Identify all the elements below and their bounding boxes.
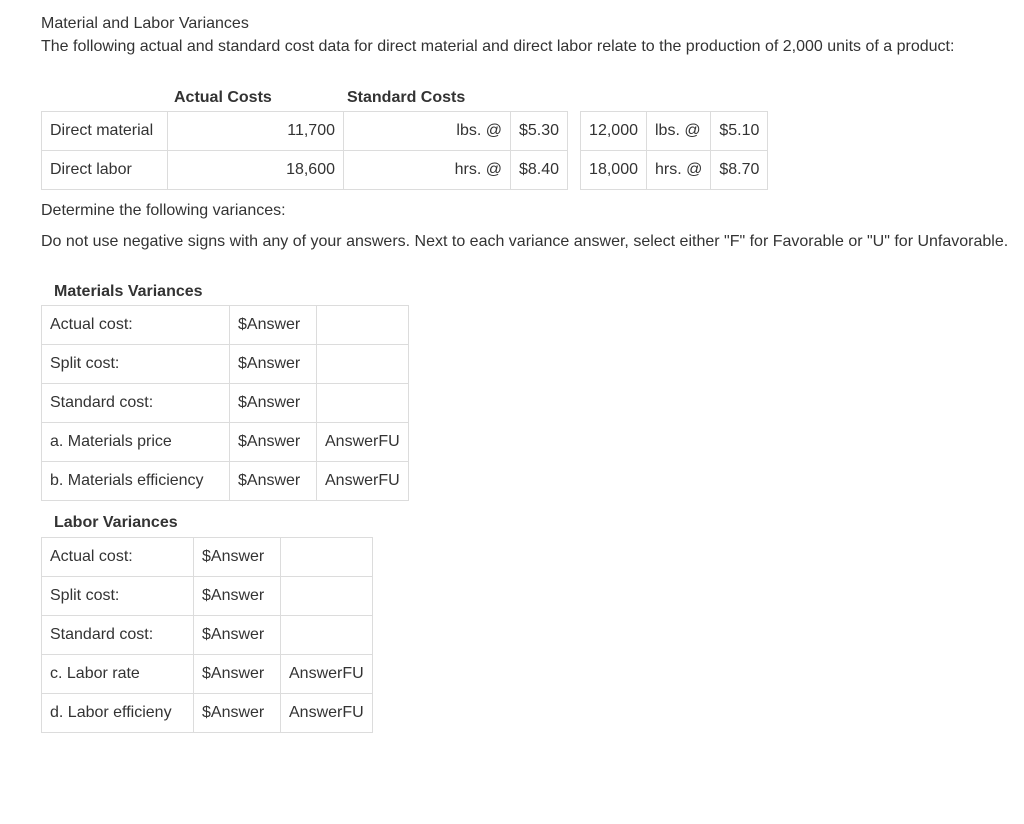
empty-cell: [317, 384, 409, 423]
empty-cell: [281, 616, 373, 655]
table-row: [42, 151, 768, 190]
table-row: [42, 538, 373, 577]
variance-label: Standard cost:: [42, 384, 230, 423]
table-row: [42, 694, 373, 733]
table-row: [42, 616, 373, 655]
variance-label: b. Materials efficiency: [42, 462, 230, 501]
fu-select[interactable]: AnswerFU: [281, 655, 373, 694]
variance-label: Actual cost:: [42, 538, 194, 577]
spacer-cell: [568, 151, 581, 190]
labor-variance-table: [41, 537, 373, 733]
variance-label: Standard cost:: [42, 616, 194, 655]
variance-label: a. Materials price: [42, 423, 230, 462]
actual-unit-cell: hrs. @: [344, 151, 511, 190]
cost-data-table: [41, 111, 768, 190]
variance-label: c. Labor rate: [42, 655, 194, 694]
fu-select[interactable]: AnswerFU: [317, 462, 409, 501]
answer-input[interactable]: $Answer: [194, 577, 281, 616]
instructions-text: Do not use negative signs with any of your answers. Next to each variance answer, select either "F" for Favorable or "U" for Unfavorable.: [41, 233, 1009, 250]
table-row: [42, 462, 409, 501]
row-label: Direct material: [42, 112, 168, 151]
materials-section-title: Materials Variances: [54, 283, 203, 300]
actual-total-cell: 11,700: [168, 112, 344, 151]
spacer-cell: [568, 112, 581, 151]
variance-label: d. Labor efficieny: [42, 694, 194, 733]
intro-text: The following actual and standard cost data for direct material and direct labor relate to the production of 2,000 units of a product:: [41, 38, 955, 55]
table-row: [42, 345, 409, 384]
empty-cell: [317, 306, 409, 345]
answer-input[interactable]: $Answer: [230, 384, 317, 423]
answer-input[interactable]: $Answer: [194, 694, 281, 733]
row-label: Direct labor: [42, 151, 168, 190]
variance-label: Split cost:: [42, 345, 230, 384]
standard-costs-header: Standard Costs: [347, 89, 466, 106]
determine-text: Determine the following variances:: [41, 202, 286, 219]
variance-label: Split cost:: [42, 577, 194, 616]
table-row: [42, 423, 409, 462]
actual-rate-cell: $8.40: [511, 151, 568, 190]
empty-cell: [317, 345, 409, 384]
answer-input[interactable]: $Answer: [230, 345, 317, 384]
page-title: Material and Labor Variances: [41, 15, 249, 32]
labor-section-title: Labor Variances: [54, 514, 178, 531]
answer-input[interactable]: $Answer: [230, 306, 317, 345]
answer-input[interactable]: $Answer: [194, 655, 281, 694]
materials-variance-table: [41, 305, 409, 501]
table-row: [42, 384, 409, 423]
actual-total-cell: 18,600: [168, 151, 344, 190]
answer-input[interactable]: $Answer: [230, 423, 317, 462]
table-row: [42, 577, 373, 616]
fu-select[interactable]: AnswerFU: [281, 694, 373, 733]
std-qty-cell: 12,000: [581, 112, 647, 151]
answer-input[interactable]: $Answer: [194, 616, 281, 655]
table-row: [42, 112, 768, 151]
variance-label: Actual cost:: [42, 306, 230, 345]
answer-input[interactable]: $Answer: [194, 538, 281, 577]
table-row: [42, 655, 373, 694]
table-row: [42, 306, 409, 345]
std-unit-cell: hrs. @: [646, 151, 710, 190]
std-qty-cell: 18,000: [581, 151, 647, 190]
actual-unit-cell: lbs. @: [344, 112, 511, 151]
fu-select[interactable]: AnswerFU: [317, 423, 409, 462]
answer-input[interactable]: $Answer: [230, 462, 317, 501]
actual-rate-cell: $5.30: [511, 112, 568, 151]
empty-cell: [281, 538, 373, 577]
std-unit-cell: lbs. @: [646, 112, 710, 151]
empty-cell: [281, 577, 373, 616]
std-rate-cell: $5.10: [711, 112, 768, 151]
std-rate-cell: $8.70: [711, 151, 768, 190]
actual-costs-header: Actual Costs: [174, 89, 272, 106]
